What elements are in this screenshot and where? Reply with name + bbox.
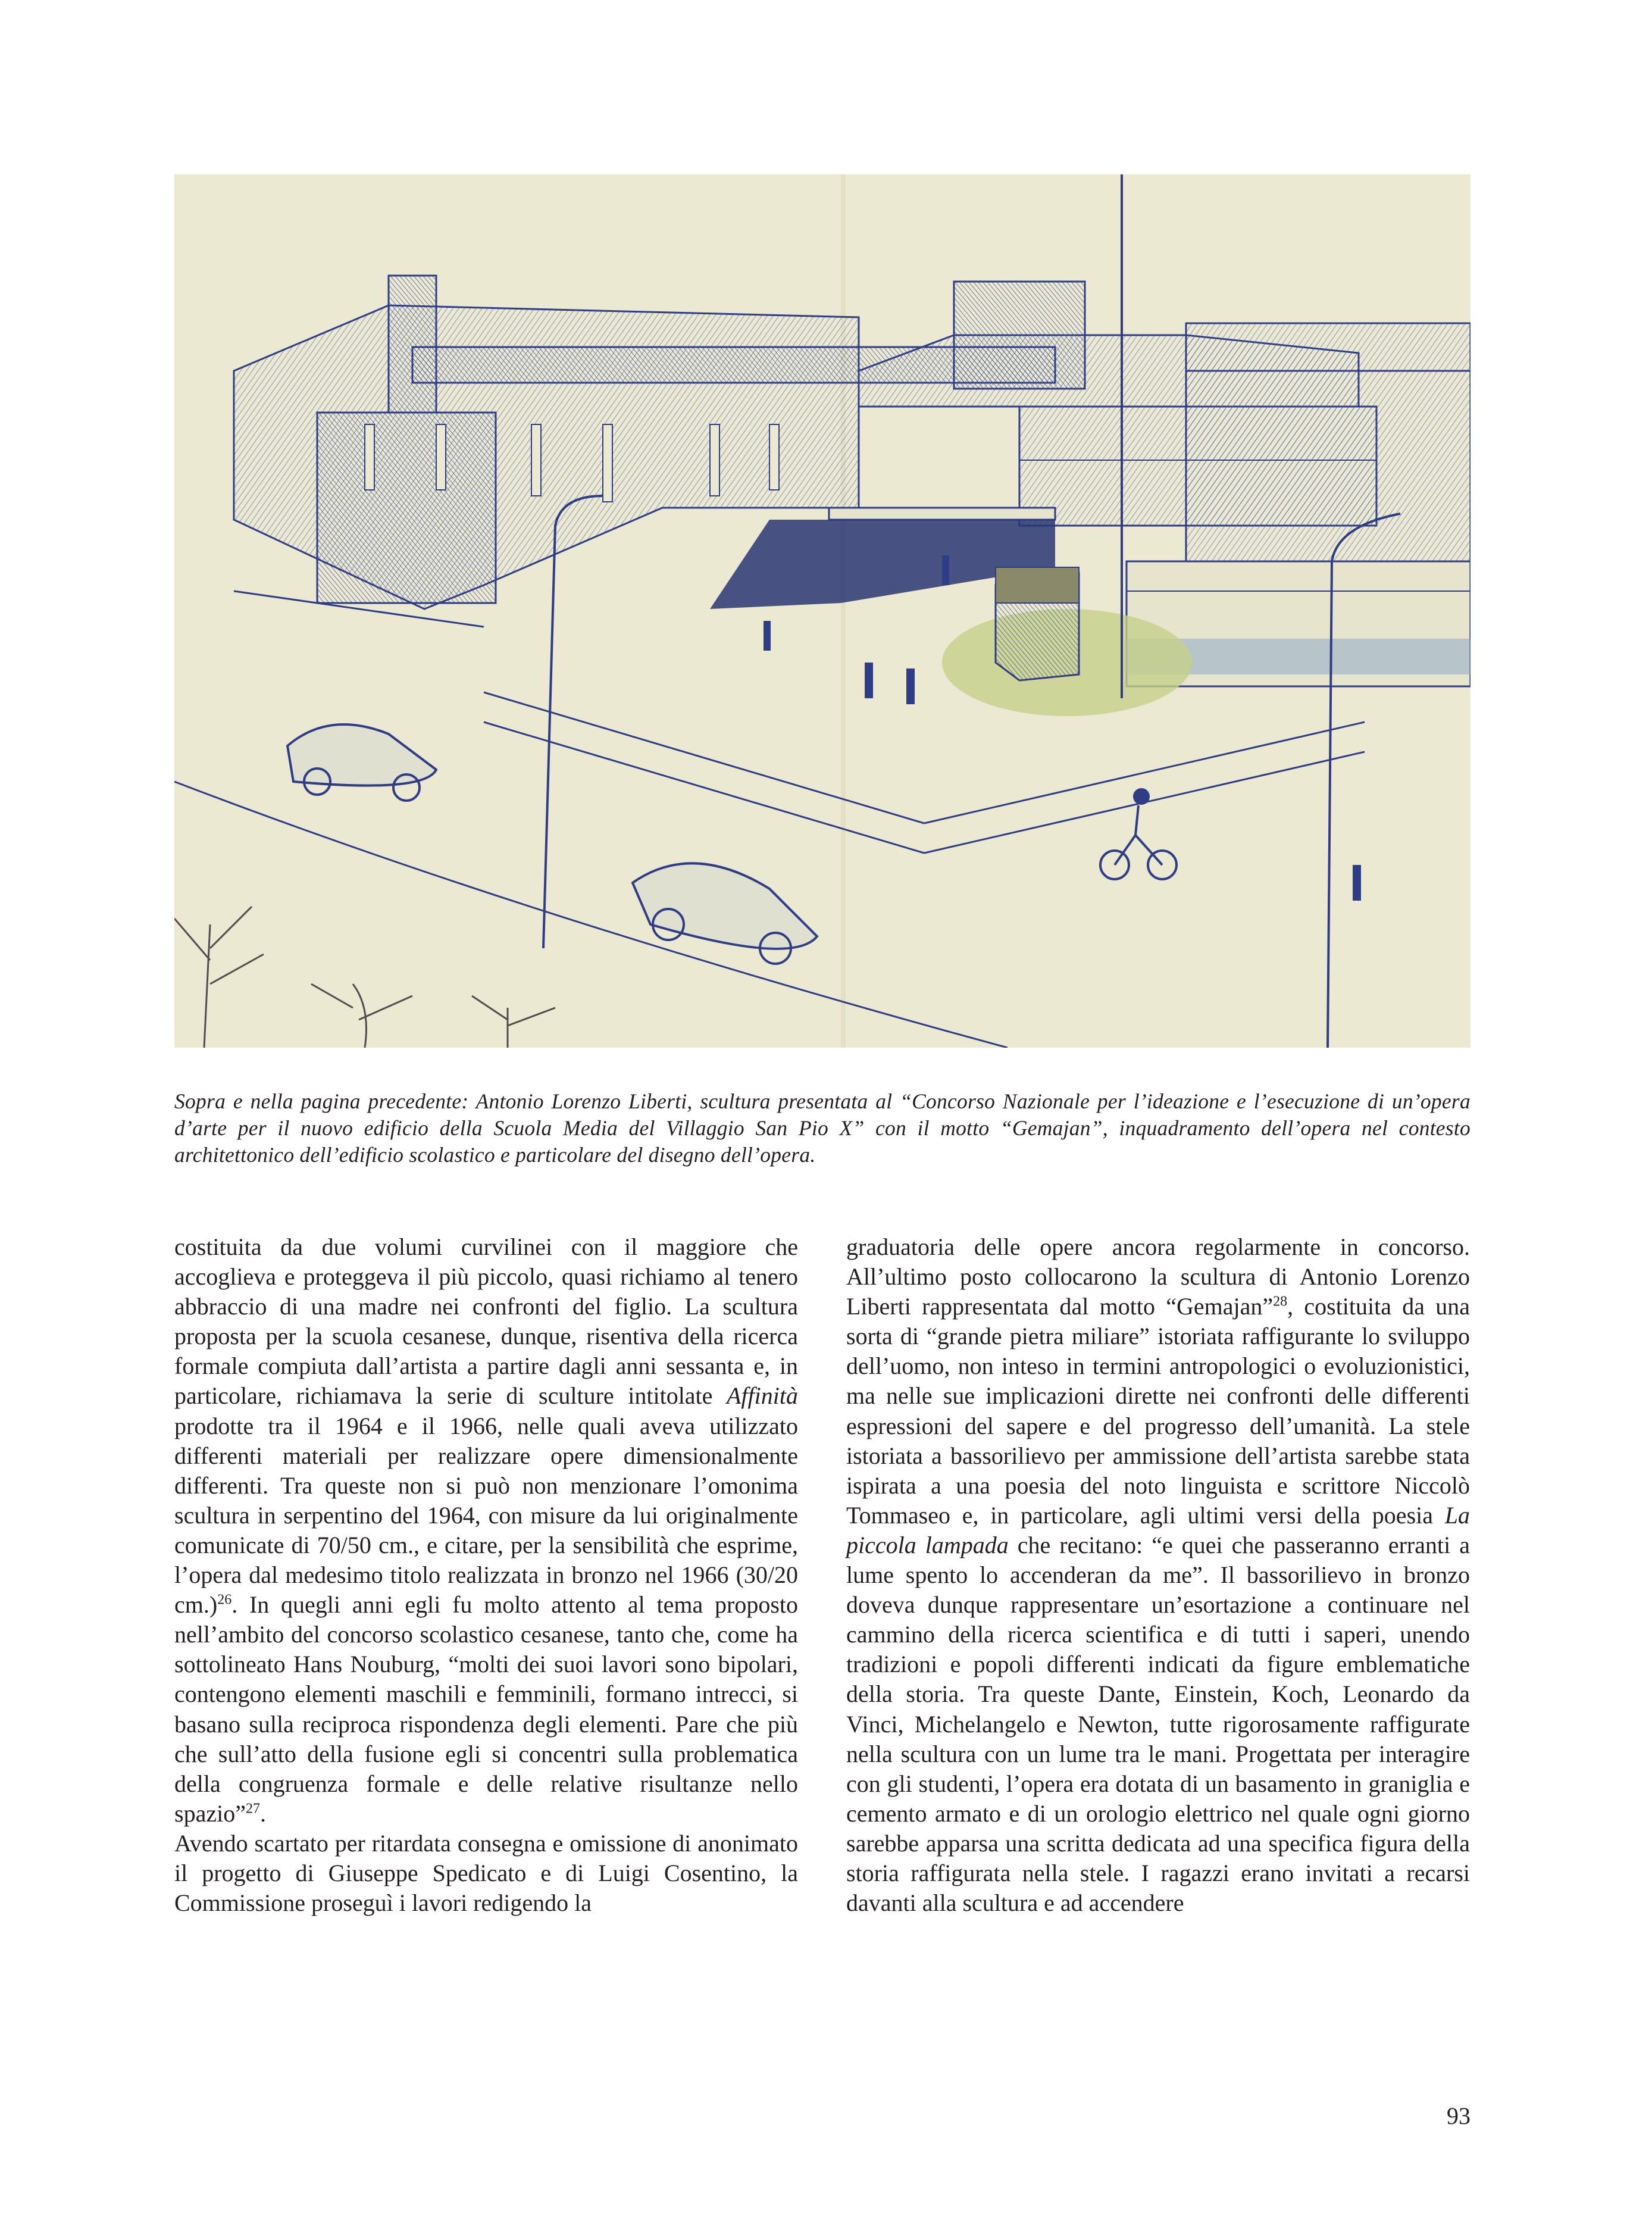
right-italic-title: La piccola lampada (846, 1501, 1470, 1558)
left-text-run: . In quegli anni egli fu molto attento al tema proposto nell’ambito del concorso scolastico cesanese, tanto che, come ha sottolineato Hans Nouburg, “molti dei suoi lavori sono bipolari, contengono elementi maschili e femminili, formano intrecci, si basano sulla reciproca rispondenza degli elementi. Pare che più che sull’atto della fusione egli si concentri sulla problematica della congruenza formale e delle relative risultanze nello spazio” (174, 1591, 798, 1827)
right-paragraph (846, 1232, 1470, 1918)
caption-text: Sopra e nella pagina precedente: Antonio Lorenzo Liberti, scultura presentata al “Concorso Nazionale per l’ideazione e l’esecuzione di un’opera d’arte per il nuovo edificio della Scuola Media del Villaggio San Pio X” con il motto “Gemajan”, inquadramento dell’opera nel contesto architettonico dell’edificio scolastico e particolare del disegno dell’opera. (174, 1089, 1470, 1167)
architectural-drawing-figure (174, 174, 1470, 1048)
architectural-drawing (174, 174, 1470, 1048)
right-text-run: graduatoria delle opere ancora regolarmente in concorso. All’ultimo posto collocarono la scultura di Antonio Lorenzo Liberti rappresentata dal motto “Gemajan” (846, 1233, 1470, 1320)
left-text-run: prodotte tra il 1964 e il 1966, nelle quali aveva utilizzato differenti materiali per realizzare opere dimensionalmente differenti. Tra queste non si può non menzionare l’omonima scultura in serpentino del 1964, con misure da lui originalmente comunicate di 70/50 cm., e citare, per la sensibilità che esprime, l’opera dal medesimo titolo realizzata in bronzo nel 1966 (30/20 cm.) (174, 1412, 798, 1619)
right-text-column (846, 1232, 1470, 1918)
left-italic-title: Affinità (727, 1382, 798, 1410)
footnote-ref-28: 28 (1273, 1294, 1288, 1310)
left-text-column (174, 1232, 798, 1918)
page-number: 93 (1447, 2102, 1470, 2129)
left-paragraph-1 (174, 1232, 798, 1829)
footnote-ref-27: 27 (245, 1801, 260, 1817)
left-text-run: costituita da due volumi curvilinei con il maggiore che accoglieva e proteggeva il più piccolo, quasi richiamo al tenero abbraccio di una madre nei confronti del figlio. La scultura proposta per la scuola cesanese, dunque, risentiva della ricerca formale compiuta dall’artista a partire dagli anni sessanta e, in particolare, richiamava la serie di sculture intitolate (174, 1233, 798, 1410)
right-text-run: , costituita da una sorta di “grande pietra miliare” istoriata raffigurante lo sviluppo dell’uomo, non inteso in termini antropologici o evoluzionistici, ma nelle sue implicazioni dirette nei confronti delle differenti espressioni del sapere e del progresso dell’umanità. La stele istoriata a bassorilievo per ammissione dell’artista sarebbe stata ispirata a una poesia del noto linguista e scrittore Niccolò Tommaseo e, in particolare, agli ultimi versi della poesia (846, 1293, 1470, 1529)
footnote-ref-26: 26 (217, 1592, 232, 1608)
left-paragraph-2: Avendo scartato per ritardata consegna e omissione di anonimato il progetto di Giuseppe Spedicato e di Luigi Cosentino, la Commissione proseguì i lavori redigendo la (174, 1829, 798, 1917)
figure-caption (174, 1088, 1470, 1169)
left-text-run: . (259, 1800, 266, 1827)
right-text-run: che recitano: “e quei che passeranno erranti a lume spento lo accenderan da me”. Il bassorilievo in bronzo doveva dunque rappresentare un’esortazione a continuare nel cammino della ricerca scientifica e di tutti i saperi, unendo tradizioni e popoli differenti indicati da figure emblematiche della storia. Tra queste Dante, Einstein, Koch, Leonardo da Vinci, Michelangelo e Newton, tutte rigorosamente raffigurate nella scultura con un lume tra le mani. Progettata per interagire con gli studenti, l’opera era dotata di un basamento in graniglia e cemento armato e di un orologio elettrico nel quale ogni giorno sarebbe apparsa una scritta dedicata ad una specifica figura della storia raffigurata nella stele. I ragazzi erano invitati a recarsi davanti alla scultura e ad accendere (846, 1531, 1470, 1917)
